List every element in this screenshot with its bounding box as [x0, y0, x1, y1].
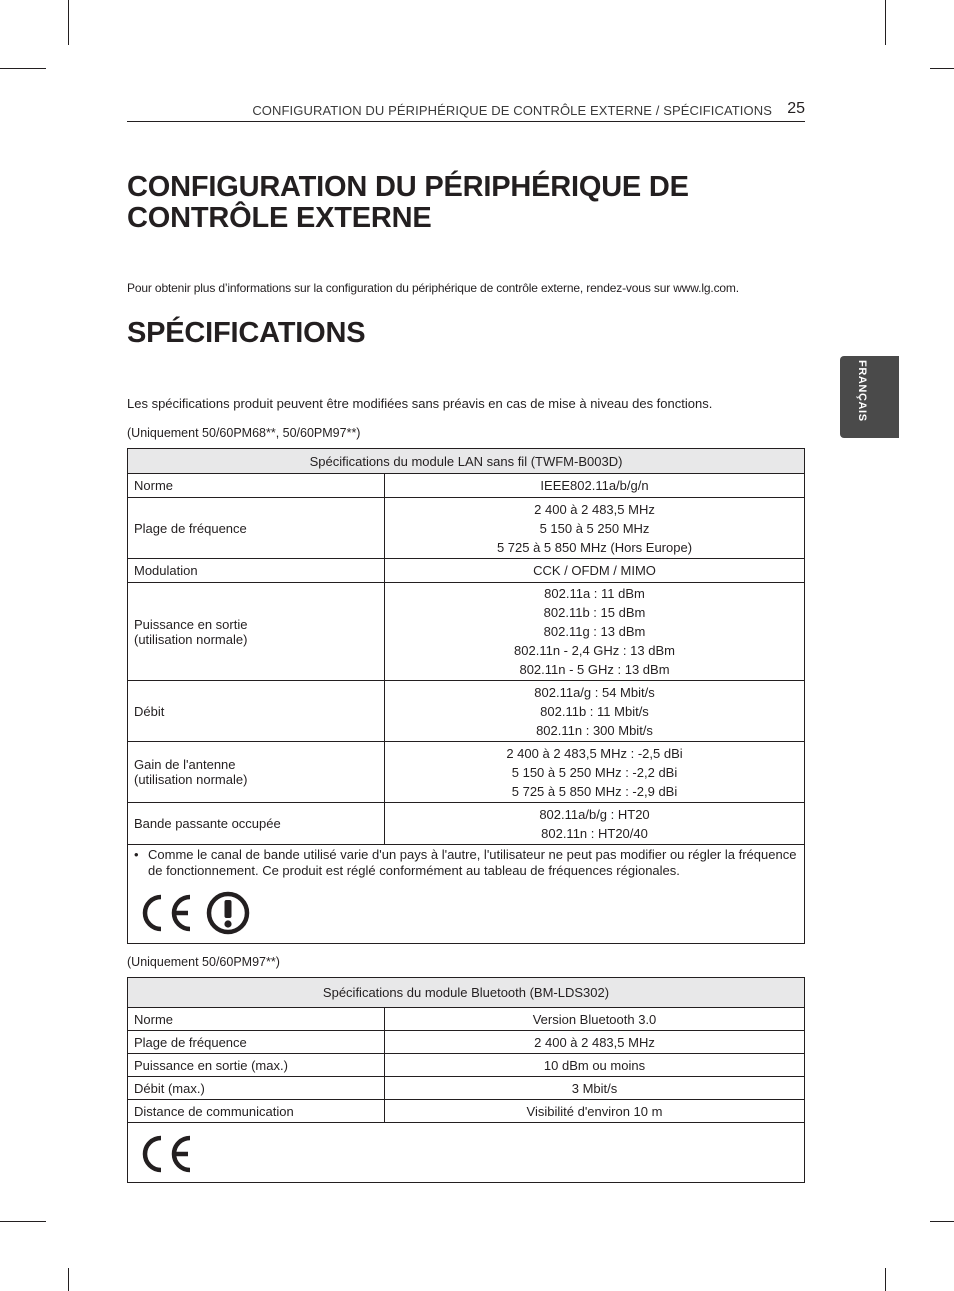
- row-value: [385, 681, 805, 742]
- row-value-line: 802.11n - 5 GHz : 13 dBm: [519, 662, 670, 677]
- row-label: [128, 1008, 385, 1031]
- row-value: [385, 559, 805, 583]
- running-header: [127, 100, 805, 122]
- row-value-line: 802.11b : 11 Mbit/s: [540, 703, 649, 719]
- row-value-line: 802.11n - 2,4 GHz : 13 dBm: [514, 643, 675, 658]
- row-value-line: 5 725 à 5 850 MHz : -2,9 dBi: [511, 783, 678, 799]
- row-label: [128, 681, 385, 742]
- row-label-line: Plage de fréquence: [134, 1034, 247, 1050]
- specifications-intro: Les spécifications produit peuvent être modifiées sans préavis en cas de mise à niveau des fonctions.: [127, 396, 713, 411]
- bt-model-note: (Uniquement 50/60PM97**): [127, 955, 280, 969]
- row-value-line: 10 dBm ou moins: [543, 1057, 646, 1073]
- language-tab: [840, 356, 899, 438]
- row-label-line: Débit (max.): [134, 1080, 205, 1096]
- table-row: [128, 681, 805, 742]
- table-row: [128, 559, 805, 583]
- bullet: •: [134, 847, 139, 862]
- row-value: [385, 1100, 805, 1123]
- row-label-line: Bande passante occupée: [134, 816, 281, 831]
- crop-mark: [930, 68, 954, 69]
- row-value-line: 802.11b : 15 dBm: [543, 605, 646, 620]
- wifi-footnote-cell: [128, 845, 805, 944]
- crop-mark: [885, 0, 886, 45]
- table-row: [128, 1031, 805, 1054]
- row-value-line: 2 400 à 2 483,5 MHz: [534, 501, 655, 517]
- row-value-line: 3 Mbit/s: [571, 1080, 618, 1096]
- row-value-line: 802.11a : 11 dBm: [544, 586, 645, 601]
- row-label: [128, 1054, 385, 1077]
- row-value-line: 802.11g : 13 dBm: [543, 624, 646, 639]
- row-label-line: Débit: [134, 703, 165, 719]
- row-value-line: 2 400 à 2 483,5 MHz: [534, 1034, 655, 1050]
- wifi-spec-table: [127, 448, 805, 944]
- table-row: [128, 803, 805, 845]
- row-label-line: Modulation: [134, 563, 198, 578]
- page-number: 25: [787, 100, 805, 117]
- row-label-line: Gain de l'antenne: [134, 757, 236, 772]
- row-label-line: Norme: [134, 1011, 174, 1027]
- row-label: [128, 583, 385, 681]
- row-label-line: Puissance en sortie (max.): [134, 1057, 288, 1073]
- crop-mark: [68, 1268, 69, 1291]
- row-value-line: 5 150 à 5 250 MHz: [539, 520, 650, 536]
- row-value-line: Version Bluetooth 3.0: [532, 1011, 657, 1027]
- crop-mark: [0, 68, 46, 69]
- ce-mark-icon: [134, 892, 196, 934]
- row-value-line: Visibilité d'environ 10 m: [526, 1103, 663, 1119]
- table-row: [128, 583, 805, 681]
- row-label: [128, 474, 385, 498]
- row-value-line: 802.11a/g : 54 Mbit/s: [534, 684, 655, 700]
- crop-mark: [0, 1221, 46, 1222]
- bt-ce-cell: [128, 1123, 805, 1183]
- row-label: [128, 1100, 385, 1123]
- table-row: [128, 1008, 805, 1031]
- row-value: [385, 803, 805, 845]
- alert-mark-icon: [206, 891, 250, 935]
- table-row: [128, 1077, 805, 1100]
- row-value: [385, 1054, 805, 1077]
- row-label-line: Plage de fréquence: [134, 520, 247, 536]
- ce-mark-icon: [134, 1133, 196, 1175]
- row-label: [128, 742, 385, 803]
- row-value-line: 5 725 à 5 850 MHz (Hors Europe): [496, 539, 693, 555]
- row-value: [385, 583, 805, 681]
- row-value: [385, 1077, 805, 1100]
- row-value: [385, 474, 805, 498]
- row-label-line: Norme: [134, 478, 174, 493]
- crop-mark: [68, 0, 69, 45]
- row-value: [385, 498, 805, 559]
- row-value-line: IEEE802.11a/b/g/n: [540, 478, 649, 493]
- row-value-line: 2 400 à 2 483,5 MHz : -2,5 dBi: [506, 745, 683, 761]
- section-title-specifications: SPÉCIFICATIONS: [127, 317, 366, 349]
- bluetooth-spec-table: [127, 977, 805, 1183]
- section-title-control: CONFIGURATION DU PÉRIPHÉRIQUE DE CONTRÔLE EXTERNE: [127, 171, 689, 234]
- row-value: [385, 742, 805, 803]
- row-value-line: 802.11n : 300 Mbit/s: [536, 722, 653, 738]
- row-label-line: Distance de communication: [134, 1103, 294, 1119]
- table-row: [128, 474, 805, 498]
- table-row: [128, 498, 805, 559]
- row-label-line: Puissance en sortie: [134, 616, 248, 632]
- row-label: [128, 559, 385, 583]
- wifi-model-note: (Uniquement 50/60PM68**, 50/60PM97**): [127, 426, 361, 440]
- row-value-line: CCK / OFDM / MIMO: [533, 563, 656, 578]
- row-label-line: (utilisation normale): [134, 631, 248, 647]
- row-value: [385, 1031, 805, 1054]
- running-title: CONFIGURATION DU PÉRIPHÉRIQUE DE CONTRÔLE EXTERNE / SPÉCIFICATIONS: [252, 103, 772, 118]
- crop-mark: [885, 1268, 886, 1291]
- table-row: [128, 742, 805, 803]
- table-row: [128, 1054, 805, 1077]
- row-value-line: 802.11n : HT20/40: [541, 825, 648, 841]
- wifi-footnote: Comme le canal de bande utilisé varie d'un pays à l'autre, l'utilisateur ne peut pas modifier ou régler la fréquence de fonctionnement. Ce produit est réglé conformément au tableau de fréquences régionales.: [148, 847, 797, 878]
- control-intro: Pour obtenir plus d’informations sur la configuration du périphérique de contrôle externe, rendez-vous sur www.lg.com.: [127, 281, 739, 295]
- row-label: [128, 803, 385, 845]
- bt-table-header: Spécifications du module Bluetooth (BM-LDS302): [128, 978, 805, 1008]
- row-value-line: 5 150 à 5 250 MHz : -2,2 dBi: [511, 764, 678, 780]
- row-label: [128, 1031, 385, 1054]
- row-value: [385, 1008, 805, 1031]
- table-row: [128, 1100, 805, 1123]
- row-label: [128, 498, 385, 559]
- wifi-table-header: Spécifications du module LAN sans fil (TWFM-B003D): [128, 449, 805, 474]
- crop-mark: [930, 1221, 954, 1222]
- row-value-line: 802.11a/b/g : HT20: [539, 806, 650, 822]
- row-label: [128, 1077, 385, 1100]
- row-label-line: (utilisation normale): [134, 772, 248, 787]
- language-label: FRANÇAIS: [856, 360, 868, 422]
